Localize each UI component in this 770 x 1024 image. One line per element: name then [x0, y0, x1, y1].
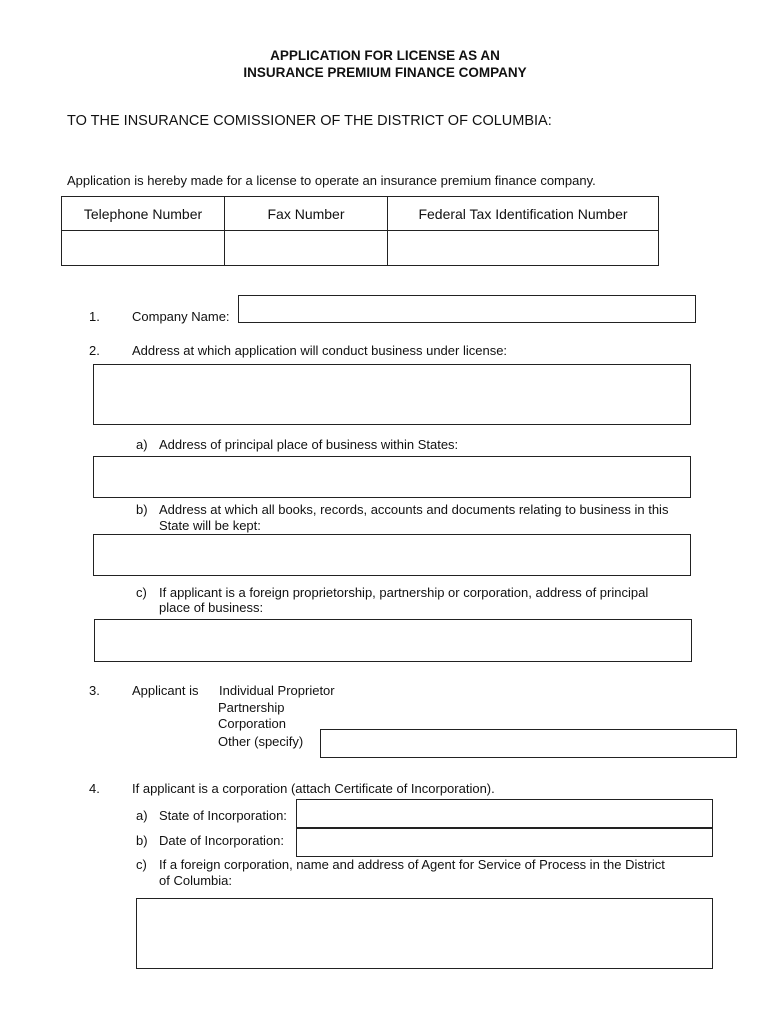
item-2-number: 2. [89, 343, 100, 358]
records-address-label-line-1: Address at which all books, records, accounts and documents relating to business in this [159, 502, 669, 517]
corporation-label: If applicant is a corporation (attach Certificate of Incorporation). [132, 781, 495, 796]
foreign-address-label-line-1: If applicant is a foreign proprietorship, partnership or corporation, address of principal [159, 585, 649, 600]
option-individual-proprietor[interactable]: Individual Proprietor [219, 683, 335, 698]
form-title-line-1: APPLICATION FOR LICENSE AS AN [270, 48, 500, 63]
item-2c-label: c) [136, 585, 147, 600]
item-1-number: 1. [89, 309, 100, 324]
business-address-field[interactable] [93, 364, 691, 425]
item-2a-label: a) [136, 437, 148, 452]
company-name-field[interactable] [238, 295, 696, 323]
agent-name-address-field[interactable] [136, 898, 713, 969]
company-name-label: Company Name: [132, 309, 230, 324]
fax-field[interactable] [225, 231, 388, 266]
foreign-address-field[interactable] [94, 619, 692, 662]
agent-label-line-1: If a foreign corporation, name and address of Agent for Service of Process in the District [159, 857, 665, 872]
foreign-address-label-line-2: place of business: [159, 600, 264, 615]
applicant-type-label: Applicant is [132, 683, 199, 698]
option-corporation[interactable]: Corporation [218, 716, 286, 731]
item-2b-label: b) [136, 502, 148, 517]
item-4c-label: c) [136, 857, 147, 872]
date-of-incorporation-field[interactable] [296, 828, 713, 857]
principal-address-field[interactable] [93, 456, 691, 498]
telephone-field[interactable] [62, 231, 225, 266]
item-3-number: 3. [89, 683, 100, 698]
item-4b-label: b) [136, 833, 148, 848]
addressee-line: TO THE INSURANCE COMISSIONER OF THE DISTRICT OF COLUMBIA: [67, 113, 552, 129]
business-address-label: Address at which application will conduct business under license: [132, 343, 508, 358]
item-4a-label: a) [136, 808, 148, 823]
date-of-incorporation-label: Date of Incorporation: [159, 833, 285, 848]
option-partnership[interactable]: Partnership [218, 700, 285, 715]
other-specify-field[interactable] [320, 729, 737, 758]
records-address-field[interactable] [93, 534, 691, 576]
federal-tax-id-field[interactable] [388, 231, 659, 266]
form-title-line-2: INSURANCE PREMIUM FINANCE COMPANY [243, 65, 527, 80]
principal-address-label: Address of principal place of business within States: [159, 437, 459, 452]
intro-statement: Application is hereby made for a license to operate an insurance premium finance company. [67, 173, 596, 188]
state-of-incorporation-field[interactable] [296, 799, 713, 828]
item-4-number: 4. [89, 781, 100, 796]
fax-header: Fax Number [225, 197, 388, 231]
option-other-specify[interactable]: Other (specify) [218, 734, 304, 749]
state-of-incorporation-label: State of Incorporation: [159, 808, 287, 823]
agent-label-line-2: of Columbia: [159, 873, 232, 888]
contact-info-table [61, 196, 659, 266]
telephone-header: Telephone Number [62, 197, 225, 231]
records-address-label-line-2: State will be kept: [159, 518, 261, 533]
federal-tax-id-header: Federal Tax Identification Number [388, 197, 659, 231]
